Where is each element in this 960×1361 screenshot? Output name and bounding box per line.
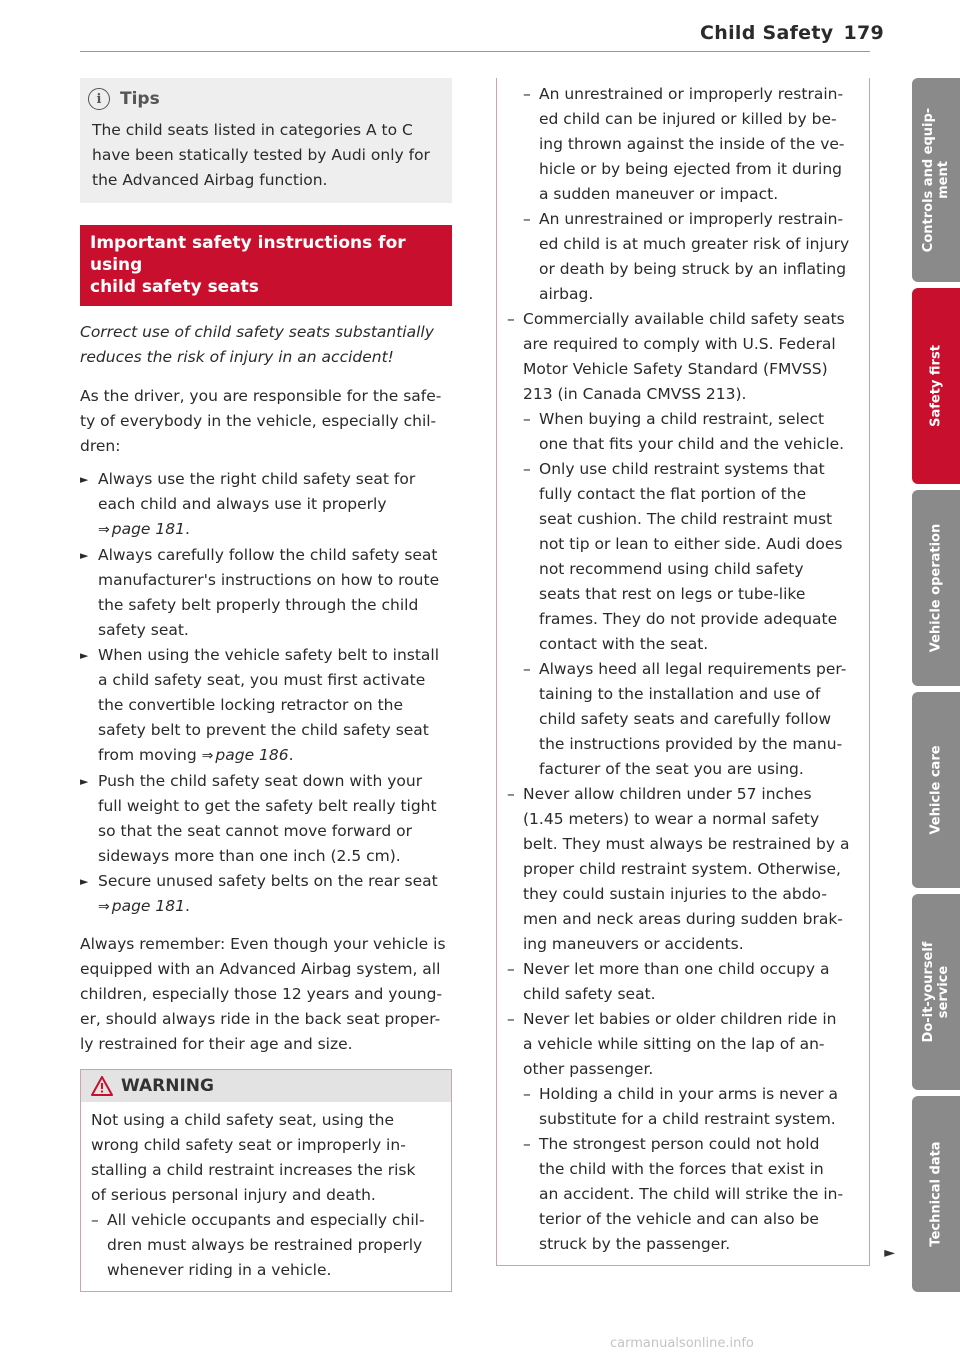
text-line: Safety first (928, 345, 944, 427)
continue-arrow-icon: ► (884, 1245, 895, 1261)
dash-marker: – (507, 785, 515, 803)
text-line: Technical data (928, 1141, 944, 1247)
text-line: ed child is at much greater risk of injury (539, 235, 850, 253)
warning-item (523, 657, 859, 782)
text-line: proper child restraint system. Otherwise, (523, 860, 841, 878)
chapter-tab-label (929, 345, 944, 427)
text-line: a sudden maneuver or impact. (539, 185, 779, 203)
text-line: Holding a child in your arms is never a (539, 1085, 839, 1103)
page-reference-link[interactable] (98, 520, 185, 538)
instruction-item: ► When using the vehicle safety belt to install a child safety seat, you must first activate the convertible locking retractor on the safety belt to prevent the child safety seat from moving ⇒ page 186. (80, 643, 452, 769)
warning-item (523, 82, 859, 207)
chapter-tab-label (921, 108, 951, 252)
text-line: Do-it-yourself (921, 941, 936, 1043)
text-line: whenever riding in a vehicle. (107, 1261, 332, 1279)
text-line: they could sustain injuries to the abdo- (523, 885, 827, 903)
chapter-tab[interactable] (912, 490, 960, 686)
dash-marker: – (523, 460, 531, 478)
page-reference-text: page 181 (111, 520, 185, 538)
text-line: other passenger. (523, 1060, 654, 1078)
warning-list-commercial (507, 307, 859, 407)
warning-sublist-top (523, 82, 859, 307)
text-line: hicle or by being ejected from it during (539, 160, 843, 178)
text-line: the convertible locking retractor on the (98, 696, 404, 714)
page-reference-link[interactable] (98, 897, 185, 915)
info-icon: i (88, 88, 110, 110)
chapter-tab-label (929, 524, 944, 652)
warning-list-left (91, 1208, 441, 1283)
text-line: a child safety seat, you must first activate (98, 671, 426, 689)
chapter-tab-label (921, 942, 951, 1043)
watermark: carmanualsonline.info (610, 1336, 754, 1351)
text-line: Always heed all legal requirements per- (539, 660, 847, 678)
chapter-tab[interactable] (912, 894, 960, 1090)
text-line: Never allow children under 57 inches (523, 785, 812, 803)
text-line: men and neck areas during sudden brak- (523, 910, 843, 928)
section-heading (80, 225, 452, 306)
page-reference-text: page 181 (111, 897, 185, 915)
text-line: child safety seats and carefully follow (539, 710, 832, 728)
text-line: seats that rest on legs or tube-like (539, 585, 806, 603)
tips-heading (88, 88, 440, 110)
instruction-item: ► Secure unused safety belts on the rear seat ⇒ page 181. (80, 869, 452, 920)
page-reference-link[interactable] (202, 746, 289, 764)
warning-item (91, 1208, 441, 1283)
warning-item (523, 1082, 859, 1132)
text-line: When buying a child restraint, select (539, 410, 825, 428)
warning-intro (91, 1108, 441, 1208)
text-line: ment (936, 161, 951, 199)
text-line: dren: (80, 437, 121, 455)
text-line: The child seats listed in categories A to C (92, 121, 413, 139)
text-line: safety seat. (98, 621, 189, 639)
chapter-tab[interactable] (912, 288, 960, 484)
instruction-item: ► Always use the right child safety seat for each child and always use it properly ⇒ page 181. (80, 467, 452, 543)
warning-item (507, 782, 859, 957)
text-line: taining to the installation and use of (539, 685, 821, 703)
text-line: Only use child restraint systems that (539, 460, 825, 478)
warning-item (523, 457, 859, 657)
text-line: one that fits your child and the vehicle. (539, 435, 845, 453)
dash-marker: – (523, 410, 531, 428)
text-line: child safety seats (90, 277, 259, 297)
text-line: ing thrown against the inside of the ve- (539, 135, 845, 153)
warning-title: WARNING (121, 1076, 214, 1096)
page-number: 179 (843, 22, 884, 44)
text-line: manufacturer's instructions on how to route (98, 571, 440, 589)
text-line: dren must always be restrained properly (107, 1236, 423, 1254)
text-line: or death by being struck by an inflating (539, 260, 847, 278)
text-line: Vehicle care (928, 745, 944, 835)
text-line: ing maneuvers or accidents. (523, 935, 744, 953)
text-line: Never let more than one child occupy a (523, 960, 830, 978)
section-lead (80, 320, 452, 370)
text-line: stalling a child restraint increases the risk (91, 1161, 416, 1179)
text-line: terior of the vehicle and can also be (539, 1210, 819, 1228)
text-line: Push the child safety seat down with your (98, 772, 423, 790)
text-line: (1.45 meters) to wear a normal safety (523, 810, 820, 828)
page-reference-text: page 186 (215, 746, 289, 764)
warning-triangle-icon (91, 1076, 113, 1096)
text-line: safety belt to prevent the child safety seat (98, 721, 429, 739)
tips-text (92, 118, 440, 193)
text-line: Important safety instructions for using (90, 233, 406, 275)
dash-marker: – (523, 210, 531, 228)
text-line: full weight to get the safety belt really tight (98, 797, 437, 815)
section-intro (80, 384, 452, 459)
warning-item (523, 407, 859, 457)
text-line: not tip or lean to either side. Audi does (539, 535, 843, 553)
arrow-bullet-icon: ► (80, 649, 89, 662)
text-line: belt. They must always be restrained by a (523, 835, 850, 853)
remember-paragraph (80, 932, 452, 1057)
warning-sublist-commercial (523, 407, 859, 782)
text-line: the Advanced Airbag function. (92, 171, 328, 189)
dash-marker: – (507, 310, 515, 328)
text-line: When using the vehicle safety belt to install (98, 646, 440, 664)
text-line: An unrestrained or improperly restrain- (539, 210, 844, 228)
text-line: struck by the passenger. (539, 1235, 731, 1253)
text-line: As the driver, you are responsible for the safe- (80, 387, 442, 405)
warning-item (523, 1132, 859, 1257)
running-header (700, 22, 884, 44)
dash-marker: – (523, 660, 531, 678)
chapter-tab[interactable] (912, 1096, 960, 1292)
instruction-list (80, 467, 452, 920)
right-column (496, 78, 895, 1266)
arrow-bullet-icon: ► (80, 473, 89, 486)
text-line: All vehicle occupants and especially chil- (107, 1211, 425, 1229)
text-line: of serious personal injury and death. (91, 1186, 376, 1204)
text-line: the safety belt properly through the child (98, 596, 419, 614)
warning-item (507, 957, 859, 1007)
text-line: reduces the risk of injury in an accident! (80, 348, 394, 366)
tips-title: Tips (120, 89, 160, 109)
chapter-tab-label (929, 1141, 944, 1246)
text-line: Always carefully follow the child safety seat (98, 546, 438, 564)
text-line: fully contact the flat portion of the (539, 485, 807, 503)
text-line: 213 (in Canada CMVSS 213). (523, 385, 747, 403)
text-line: er, should always ride in the back seat proper- (80, 1010, 441, 1028)
text-line: an accident. The child will strike the in- (539, 1185, 844, 1203)
dash-marker: – (523, 1085, 531, 1103)
text-line: Always remember: Even though your vehicle is (80, 935, 446, 953)
text-line: Motor Vehicle Safety Standard (FMVSS) (523, 360, 828, 378)
text-line: Never let babies or older children ride in (523, 1010, 837, 1028)
text-line: Always use the right child safety seat for (98, 470, 416, 488)
text-line: children, especially those 12 years and young- (80, 985, 443, 1003)
text-line: Secure unused safety belts on the rear seat (98, 872, 438, 890)
text-line: not recommend using child safety (539, 560, 804, 578)
arrow-bullet-icon: ► (80, 875, 89, 888)
text-line: wrong child safety seat or improperly in- (91, 1136, 406, 1154)
text-line: contact with the seat. (539, 635, 709, 653)
chapter-tab[interactable] (912, 692, 960, 888)
tips-box (80, 78, 452, 203)
text-line: so that the seat cannot move forward or (98, 822, 412, 840)
reference-arrow-icon: ⇒ (98, 899, 110, 915)
text-line: have been statically tested by Audi only for (92, 146, 430, 164)
warning-item (523, 207, 859, 307)
reference-arrow-icon: ⇒ (98, 522, 110, 538)
text-line: Not using a child safety seat, using the (91, 1111, 395, 1129)
warning-heading (81, 1070, 451, 1102)
text-line: seat cushion. The child restraint must (539, 510, 833, 528)
warning-sublist-lap (523, 1082, 859, 1257)
text-line: the instructions provided by the manu- (539, 735, 843, 753)
dash-marker: – (507, 960, 515, 978)
warning-item (507, 307, 859, 407)
text-line: The strongest person could not hold (539, 1135, 820, 1153)
text-line: frames. They do not provide adequate (539, 610, 838, 628)
reference-arrow-icon: ⇒ (201, 748, 214, 764)
instruction-item (80, 769, 452, 869)
warning-box (80, 1069, 452, 1292)
text-line: Commercially available child safety seats (523, 310, 845, 328)
text-line: An unrestrained or improperly restrain- (539, 85, 844, 103)
dash-marker: – (507, 1010, 515, 1028)
section-name: Child Safety (700, 22, 834, 44)
text-line: a vehicle while sitting on the lap of an- (523, 1035, 825, 1053)
header-rule (80, 51, 870, 52)
chapter-tab[interactable] (912, 78, 960, 282)
text-line: equipped with an Advanced Airbag system, all (80, 960, 441, 978)
text-line: ty of everybody in the vehicle, especially chil- (80, 412, 437, 430)
text-line: airbag. (539, 285, 594, 303)
text-line: sideways more than one inch (2.5 cm). (98, 847, 401, 865)
text-line: Correct use of child safety seats substantially (80, 323, 434, 341)
left-column (80, 78, 452, 1292)
warning-body (81, 1102, 451, 1291)
text-line: each child and always use it properly (98, 495, 387, 513)
text-line: child safety seat. (523, 985, 656, 1003)
text-line: service (936, 965, 951, 1019)
text-line: ly restrained for their age and size. (80, 1035, 353, 1053)
arrow-bullet-icon: ► (80, 549, 89, 562)
warning-list-after (507, 782, 859, 1082)
text-line: from moving (98, 746, 197, 764)
text-line: facturer of the seat you are using. (539, 760, 804, 778)
text-line: substitute for a child restraint system. (539, 1110, 836, 1128)
dash-marker: – (523, 1135, 531, 1153)
text-line: are required to comply with U.S. Federal (523, 335, 836, 353)
instruction-item (80, 543, 452, 643)
warning-item (507, 1007, 859, 1082)
text-line: the child with the forces that exist in (539, 1160, 824, 1178)
text-line: Controls and equip- (921, 107, 936, 253)
arrow-bullet-icon: ► (80, 775, 89, 788)
dash-marker: – (523, 85, 531, 103)
dash-marker: – (91, 1211, 99, 1229)
text-line: ed child can be injured or killed by be- (539, 110, 837, 128)
text-line: Vehicle operation (928, 523, 944, 653)
warning-continuation (496, 78, 895, 1266)
chapter-tab-label (929, 745, 944, 834)
